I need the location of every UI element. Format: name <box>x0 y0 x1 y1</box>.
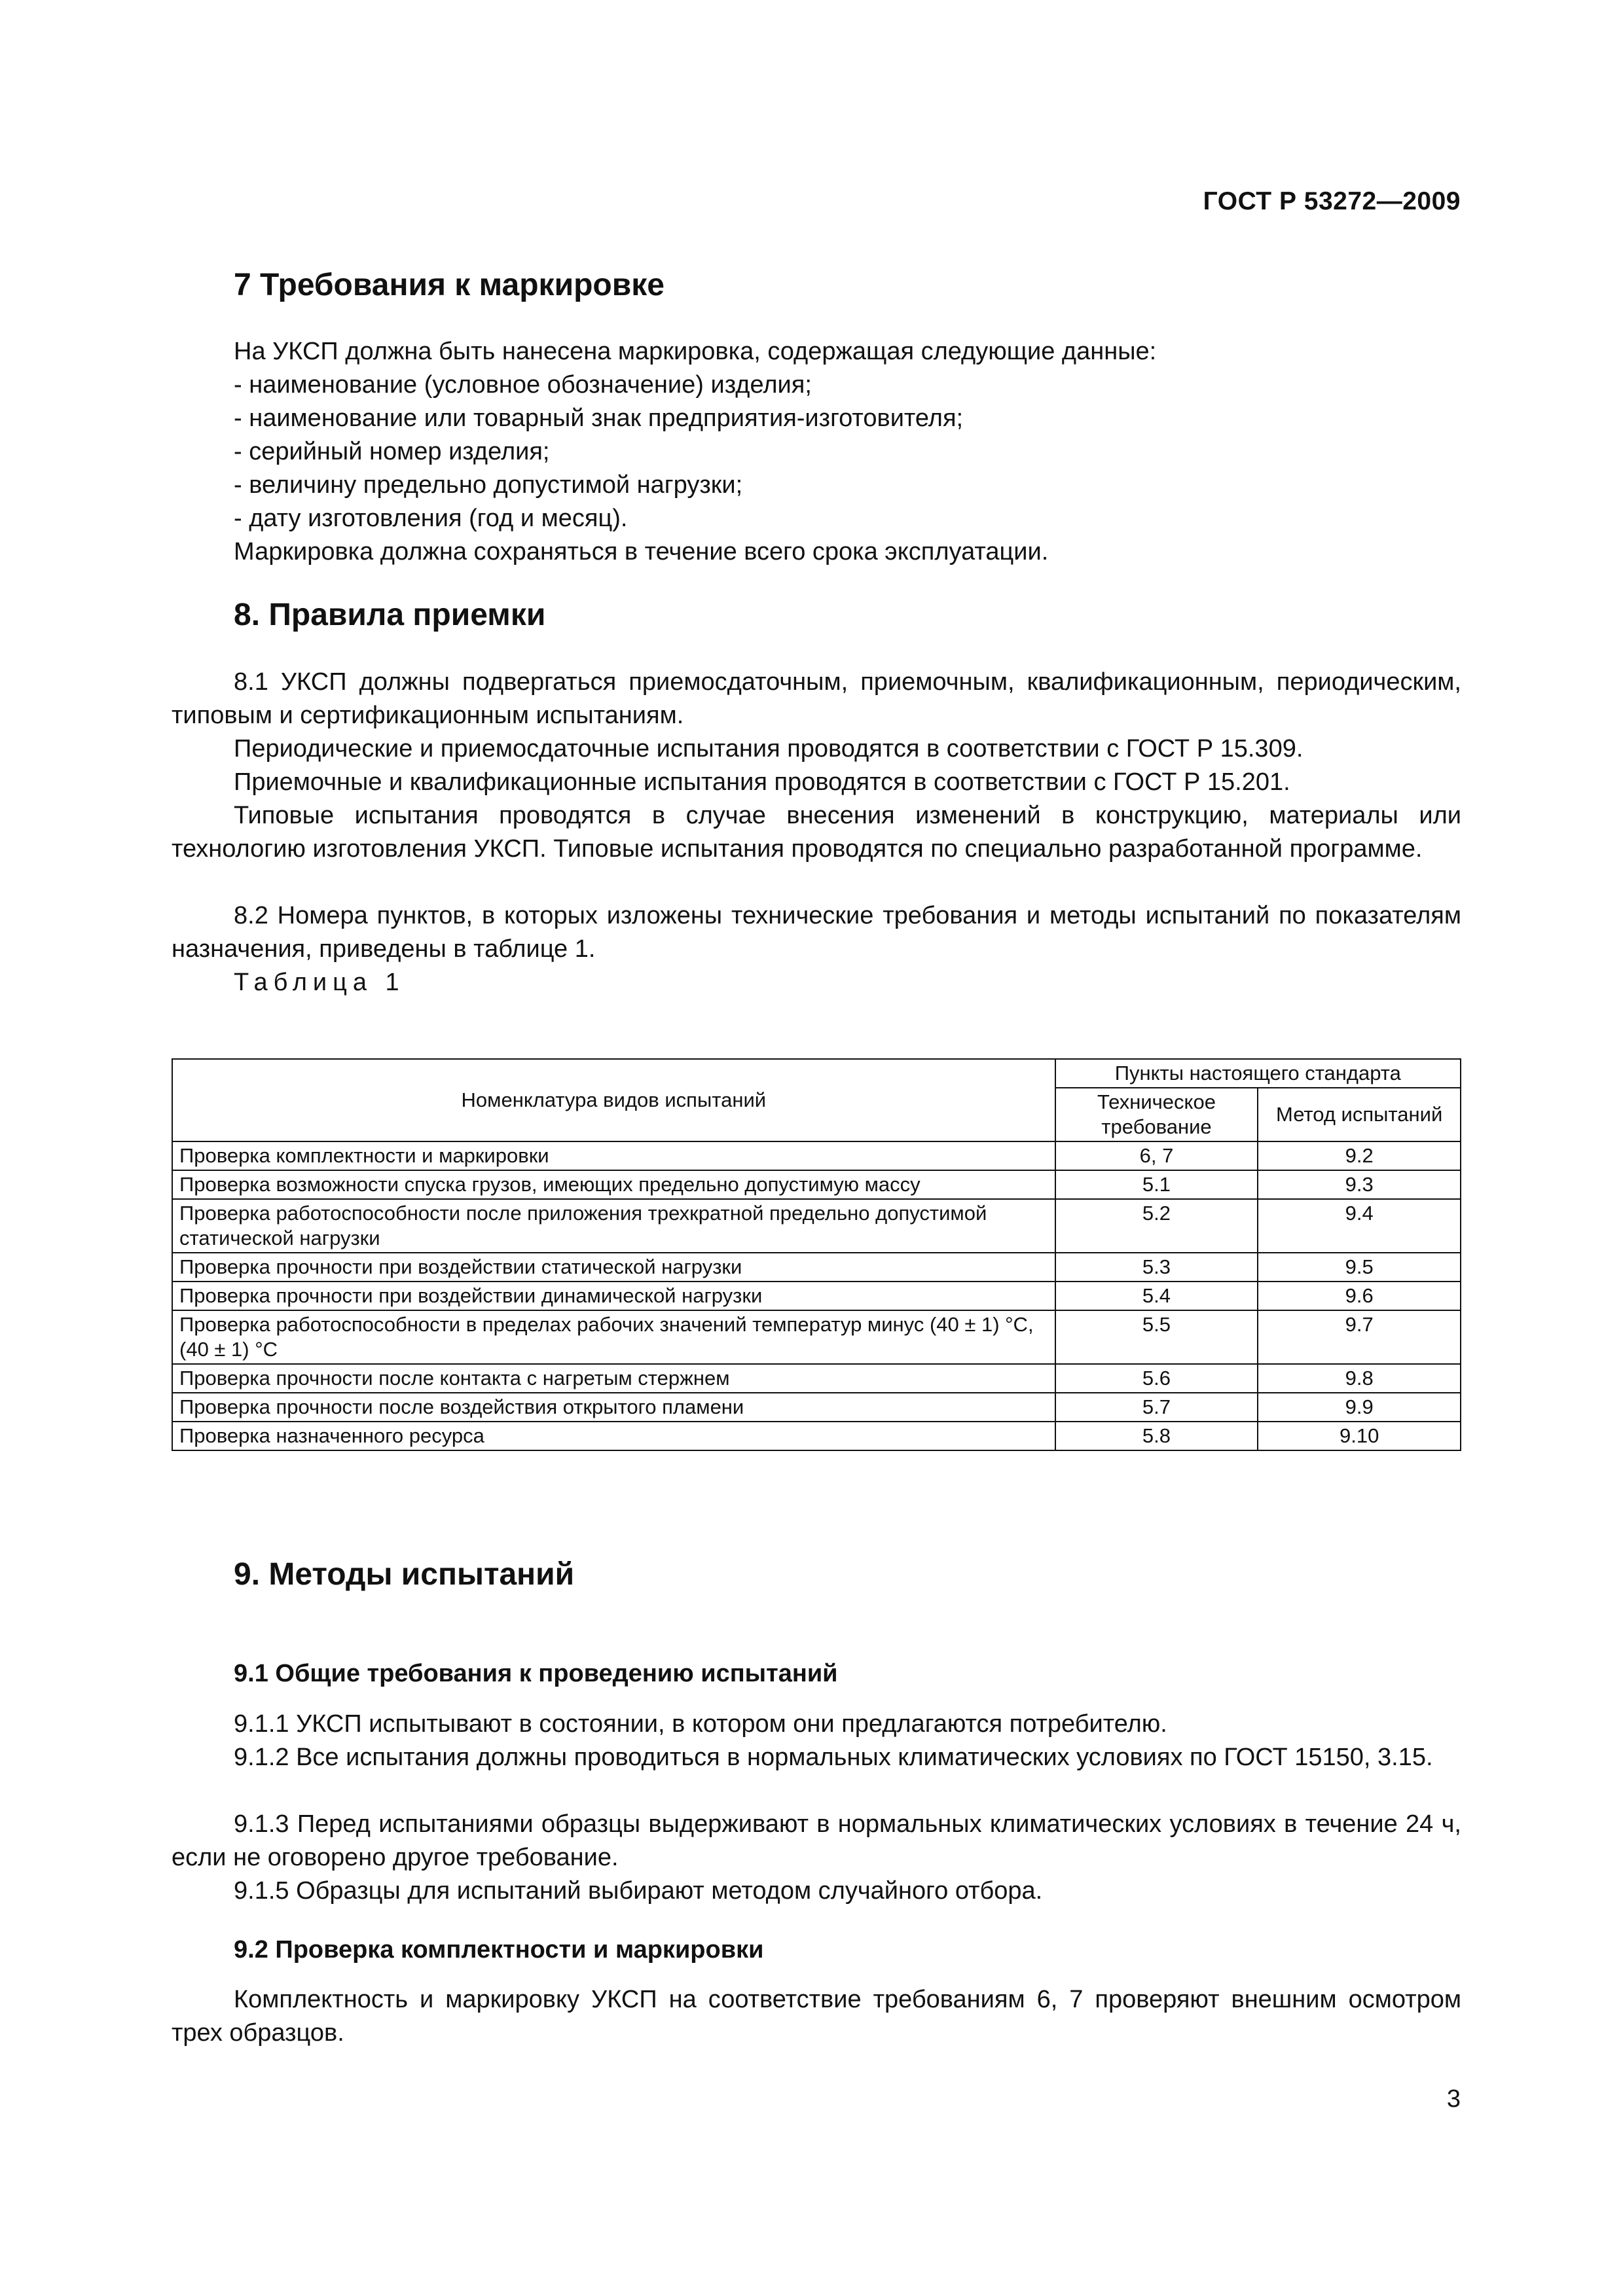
header-standard-clauses: Пункты настоящего стандарта <box>1055 1059 1461 1088</box>
list-item: - величину предельно допустимой нагрузки; <box>234 471 743 499</box>
table-row <box>172 1199 1461 1253</box>
table-row <box>172 1310 1461 1364</box>
cell-tech: 6, 7 <box>1055 1141 1258 1170</box>
section-7-title: 7 Требования к маркировке <box>234 268 665 302</box>
cell-method: 9.4 <box>1258 1199 1461 1253</box>
cell-tech: 5.8 <box>1055 1422 1258 1450</box>
cell-tech: 5.5 <box>1055 1310 1258 1364</box>
cell-method: 9.10 <box>1258 1422 1461 1450</box>
table-row <box>172 1422 1461 1450</box>
section-8-p5: 8.2 Номера пунктов, в которых изложены технические требования и методы испытаний по показателям назначения, приведены в таблице 1. <box>172 902 1461 963</box>
list-item: - дату изготовления (год и месяц). <box>234 505 628 532</box>
section-8-p4: Типовые испытания проводятся в случае внесения изменений в конструкцию, материалы или технологию изготовления УКСП. Типовые испытания проводятся по специально разработанной программе. <box>172 802 1461 863</box>
list-item: - наименование (условное обозначение) изделия; <box>234 371 812 399</box>
cell-method: 9.6 <box>1258 1282 1461 1310</box>
subsection-9-2-title: 9.2 Проверка комплектности и маркировки <box>234 1936 764 1964</box>
cell-tech: 5.4 <box>1055 1282 1258 1310</box>
subsection-9-1-p3: 9.1.3 Перед испытаниями образцы выдерживают в нормальных климатических условиях в течение 24 ч, если не оговорено другое требование. <box>172 1810 1461 1871</box>
section-8-title: 8. Правила приемки <box>234 598 546 632</box>
section-8-p1: 8.1 УКСП должны подвергаться приемосдаточным, приемочным, квалификационным, периодическим, типовым и сертификационным испытаниям. <box>172 668 1461 729</box>
cell-method: 9.9 <box>1258 1393 1461 1422</box>
cell-name: Проверка работоспособности в пределах рабочих значений температур минус (40 ± 1) °С, (40 ± 1) °С <box>172 1310 1055 1364</box>
subsection-9-1-p1: 9.1.1 УКСП испытывают в состоянии, в котором они предлагаются потребителю. <box>234 1710 1167 1738</box>
header-tech-requirement: Техническое требование <box>1055 1088 1258 1141</box>
cell-name: Проверка возможности спуска грузов, имеющих предельно допустимую массу <box>172 1170 1055 1199</box>
section-7-closing: Маркировка должна сохраняться в течение всего срока эксплуатации. <box>234 538 1049 565</box>
cell-name: Проверка работоспособности после приложения трехкратной предельно допустимой статической нагрузки <box>172 1199 1055 1253</box>
subsection-9-1-title: 9.1 Общие требования к проведению испытаний <box>234 1660 838 1687</box>
table-header-row <box>172 1059 1461 1088</box>
table-row <box>172 1141 1461 1170</box>
cell-name: Проверка назначенного ресурса <box>172 1422 1055 1450</box>
table-row <box>172 1253 1461 1282</box>
cell-tech: 5.2 <box>1055 1199 1258 1253</box>
page-number: 3 <box>1446 2085 1461 2113</box>
cell-method: 9.7 <box>1258 1310 1461 1364</box>
header-test-method: Метод испытаний <box>1258 1088 1461 1141</box>
section-9-title: 9. Методы испытаний <box>234 1557 575 1592</box>
cell-name: Проверка прочности при воздействии динамической нагрузки <box>172 1282 1055 1310</box>
cell-tech: 5.7 <box>1055 1393 1258 1422</box>
cell-name: Проверка комплектности и маркировки <box>172 1141 1055 1170</box>
table-row <box>172 1393 1461 1422</box>
table-caption: Таблица 1 <box>234 969 405 996</box>
table-row <box>172 1364 1461 1393</box>
header-nomenclature: Номенклатура видов испытаний <box>172 1059 1055 1141</box>
marking-list <box>234 368 1461 535</box>
cell-tech: 5.1 <box>1055 1170 1258 1199</box>
document-number: ГОСТ Р 53272—2009 <box>1203 187 1461 215</box>
cell-method: 9.5 <box>1258 1253 1461 1282</box>
subsection-9-2-p1: Комплектность и маркировку УКСП на соответствие требованиям 6, 7 проверяют внешним осмотром трех образцов. <box>172 1986 1461 2047</box>
section-8-p3: Приемочные и квалификационные испытания проводятся в соответствии с ГОСТ Р 15.201. <box>234 768 1290 796</box>
cell-name: Проверка прочности после воздействия открытого пламени <box>172 1393 1055 1422</box>
cell-name: Проверка прочности при воздействии статической нагрузки <box>172 1253 1055 1282</box>
cell-method: 9.2 <box>1258 1141 1461 1170</box>
list-item: - серийный номер изделия; <box>234 438 550 465</box>
section-8-p2: Периодические и приемосдаточные испытания проводятся в соответствии с ГОСТ Р 15.309. <box>234 735 1304 762</box>
section-7-intro: На УКСП должна быть нанесена маркировка, содержащая следующие данные: <box>234 338 1157 365</box>
table-row <box>172 1170 1461 1199</box>
cell-method: 9.3 <box>1258 1170 1461 1199</box>
subsection-9-1-p4: 9.1.5 Образцы для испытаний выбирают методом случайного отбора. <box>234 1877 1043 1905</box>
cell-tech: 5.3 <box>1055 1253 1258 1282</box>
cell-name: Проверка прочности после контакта с нагретым стержнем <box>172 1364 1055 1393</box>
table-row <box>172 1282 1461 1310</box>
cell-tech: 5.6 <box>1055 1364 1258 1393</box>
list-item: - наименование или товарный знак предприятия-изготовителя; <box>234 404 964 432</box>
table-1 <box>172 1058 1461 1451</box>
cell-method: 9.8 <box>1258 1364 1461 1393</box>
subsection-9-1-p2: 9.1.2 Все испытания должны проводиться в нормальных климатических условиях по ГОСТ 15150, 3.15. <box>234 1744 1433 1771</box>
